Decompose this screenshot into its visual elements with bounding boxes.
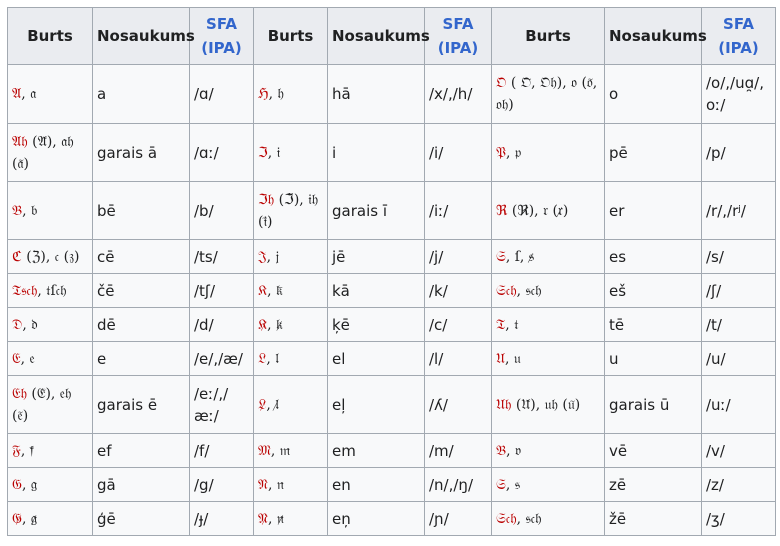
ipa-cell: /f/ bbox=[190, 434, 254, 468]
letter-name-cell: ef bbox=[93, 434, 190, 468]
ipa-cell: /ɑː/ bbox=[190, 124, 254, 182]
fraktur-uppercase: 𝔒 bbox=[496, 75, 507, 91]
letter-name-cell: e bbox=[93, 342, 190, 376]
table-row bbox=[8, 274, 776, 308]
fraktur-variants: , 𝔩 bbox=[266, 350, 279, 367]
fraktur-uppercase: 𝔘𝔥 bbox=[496, 396, 512, 413]
letter-cell bbox=[8, 124, 93, 182]
ipa-cell: /m/ bbox=[425, 434, 492, 468]
ipa-cell: /ts/ bbox=[190, 240, 254, 274]
fraktur-variants: , 𝔣̄ bbox=[20, 442, 34, 459]
ipa-cell: /j/ bbox=[425, 240, 492, 274]
ipa-cell: /i/ bbox=[425, 124, 492, 182]
fraktur-variants: , 𝔢 bbox=[20, 350, 35, 367]
letter-cell bbox=[8, 308, 93, 342]
letter-name-cell: pē bbox=[605, 124, 702, 182]
table-row bbox=[8, 434, 776, 468]
letter-cell bbox=[8, 65, 93, 124]
fraktur-uppercase: 𝔖 bbox=[496, 476, 506, 493]
letter-cell bbox=[8, 342, 93, 376]
ipa-cell: /ʎ/ bbox=[425, 376, 492, 434]
ipa-cell: /k/ bbox=[425, 274, 492, 308]
fraktur-variants: ( 𝔒̃, 𝔒𝔥), 𝔬 (𝔬̃, 𝔬𝔥) bbox=[496, 75, 598, 113]
letter-name-cell: ķē bbox=[328, 308, 425, 342]
letter-name-cell: jē bbox=[328, 240, 425, 274]
ipa-cell: /ɟ/ bbox=[190, 502, 254, 536]
fraktur-uppercase: 𝔖𝔠𝔥 bbox=[496, 282, 517, 299]
letter-name-cell: kā bbox=[328, 274, 425, 308]
ipa-link[interactable]: (IPA) bbox=[201, 39, 242, 57]
letter-cell bbox=[254, 182, 328, 240]
fraktur-uppercase: 𝔇 bbox=[12, 316, 23, 333]
ipa-cell: /c/ bbox=[425, 308, 492, 342]
header-sfa[interactable] bbox=[425, 8, 492, 65]
letter-cell bbox=[254, 376, 328, 434]
fraktur-uppercase: 𝔍 bbox=[258, 248, 267, 265]
letter-cell bbox=[8, 274, 93, 308]
fraktur-uppercase: 𝔎 bbox=[258, 282, 268, 299]
header-nosaukums: Nosaukums bbox=[328, 8, 425, 65]
letter-cell bbox=[492, 376, 605, 434]
fraktur-uppercase: 𝔈 bbox=[12, 350, 21, 367]
letter-cell bbox=[492, 274, 605, 308]
fraktur-uppercase: 𝔊̷ bbox=[12, 510, 22, 527]
letter-name-cell: en bbox=[328, 468, 425, 502]
ipa-link[interactable]: (IPA) bbox=[718, 39, 759, 57]
letter-cell bbox=[8, 468, 93, 502]
letter-name-cell: bē bbox=[93, 182, 190, 240]
header-nosaukums: Nosaukums bbox=[605, 8, 702, 65]
table-row bbox=[8, 342, 776, 376]
letter-cell bbox=[8, 502, 93, 536]
fraktur-uppercase: ℜ bbox=[496, 202, 508, 219]
fraktur-variants: , 𝔤̷ bbox=[21, 510, 38, 527]
table-row bbox=[8, 468, 776, 502]
fraktur-uppercase: 𝔗𝔰𝔠𝔥 bbox=[12, 282, 38, 299]
table-row bbox=[8, 65, 776, 124]
fraktur-uppercase: 𝔉 bbox=[12, 442, 21, 459]
table-body bbox=[8, 65, 776, 536]
fraktur-variants: , 𝔩̷ bbox=[266, 396, 279, 413]
fraktur-uppercase: 𝔖 bbox=[496, 248, 506, 265]
header-burts: Burts bbox=[8, 8, 93, 65]
letter-cell bbox=[254, 468, 328, 502]
table-row bbox=[8, 182, 776, 240]
ipa-cell: /r/,/rʲ/ bbox=[702, 182, 776, 240]
fraktur-variants: , 𝔰 bbox=[505, 476, 520, 493]
ipa-cell: /g/ bbox=[190, 468, 254, 502]
table-row bbox=[8, 124, 776, 182]
table-row bbox=[8, 308, 776, 342]
sfa-link[interactable]: SFA bbox=[442, 15, 474, 33]
letter-name-cell: eņ bbox=[328, 502, 425, 536]
header-nosaukums: Nosaukums bbox=[93, 8, 190, 65]
letter-cell bbox=[492, 502, 605, 536]
fraktur-uppercase: ℑ𝔥 bbox=[258, 191, 275, 208]
fraktur-variants: , 𝔫̷ bbox=[267, 510, 284, 527]
fraktur-variants: , 𝔤 bbox=[21, 476, 38, 493]
fraktur-uppercase: ℌ bbox=[258, 86, 269, 102]
fraktur-variants: (𝔘̃), 𝔲𝔥 (𝔲̃) bbox=[511, 396, 581, 413]
letter-cell bbox=[492, 434, 605, 468]
sfa-link[interactable]: SFA bbox=[723, 15, 754, 33]
ipa-cell: /e/,/æ/ bbox=[190, 342, 254, 376]
letter-name-cell: vē bbox=[605, 434, 702, 468]
fraktur-variants: , 𝔟 bbox=[22, 202, 38, 219]
letter-cell bbox=[8, 434, 93, 468]
fraktur-uppercase: 𝔄 bbox=[12, 86, 22, 102]
letter-name-cell: eļ bbox=[328, 376, 425, 434]
header-burts: Burts bbox=[492, 8, 605, 65]
ipa-cell: /u/ bbox=[702, 342, 776, 376]
letter-cell bbox=[8, 376, 93, 434]
letter-name-cell: cē bbox=[93, 240, 190, 274]
table-row bbox=[8, 502, 776, 536]
header-sfa[interactable] bbox=[702, 8, 776, 65]
fraktur-uppercase: 𝔈𝔥 bbox=[12, 385, 27, 402]
letter-name-cell: zē bbox=[605, 468, 702, 502]
letter-name-cell: es bbox=[605, 240, 702, 274]
fraktur-variants: , 𝔧 bbox=[266, 248, 280, 265]
letter-cell bbox=[8, 182, 93, 240]
letter-name-cell: er bbox=[605, 182, 702, 240]
letter-name-cell: garais ū bbox=[605, 376, 702, 434]
ipa-cell: /tʃ/ bbox=[190, 274, 254, 308]
ipa-cell: /s/ bbox=[702, 240, 776, 274]
ipa-cell: /ɲ/ bbox=[425, 502, 492, 536]
fraktur-variants: , 𝔳 bbox=[506, 442, 522, 459]
fraktur-variants: , 𝔞 bbox=[21, 86, 37, 102]
letter-name-cell: dē bbox=[93, 308, 190, 342]
ipa-link[interactable]: (IPA) bbox=[437, 39, 479, 57]
fraktur-variants: , 𝔭 bbox=[505, 144, 522, 161]
fraktur-variants: (ℑ̃), 𝔦𝔥 (𝔦̃) bbox=[258, 191, 319, 230]
letter-name-cell: hā bbox=[328, 65, 425, 124]
letter-name-cell: čē bbox=[93, 274, 190, 308]
letter-name-cell: o bbox=[605, 65, 702, 124]
fraktur-variants: , 𝔪 bbox=[270, 442, 291, 459]
fraktur-uppercase: 𝔏 bbox=[258, 350, 267, 367]
alphabet-table bbox=[7, 7, 776, 536]
fraktur-uppercase: 𝔊 bbox=[12, 476, 22, 493]
letter-cell bbox=[8, 240, 93, 274]
ipa-cell: /ɑ/ bbox=[190, 65, 254, 124]
letter-cell bbox=[254, 342, 328, 376]
fraktur-variants: , 𝔲 bbox=[505, 350, 521, 367]
ipa-cell: /d/ bbox=[190, 308, 254, 342]
letter-cell bbox=[492, 468, 605, 502]
letter-cell bbox=[254, 502, 328, 536]
ipa-cell: /l/ bbox=[425, 342, 492, 376]
fraktur-variants: (𝔈̃), 𝔢𝔥 (𝔢̃) bbox=[12, 385, 72, 424]
letter-name-cell: garais ī bbox=[328, 182, 425, 240]
letter-cell bbox=[254, 434, 328, 468]
fraktur-variants: , 𝔨̄ bbox=[267, 282, 283, 299]
ipa-cell: /v/ bbox=[702, 434, 776, 468]
sfa-link[interactable]: SFA bbox=[206, 15, 237, 33]
letter-cell bbox=[492, 124, 605, 182]
fraktur-variants: , 𝔰𝔠𝔥 bbox=[516, 282, 542, 299]
fraktur-uppercase: 𝔗 bbox=[496, 316, 506, 333]
letter-cell bbox=[492, 240, 605, 274]
fraktur-uppercase: 𝔑 bbox=[258, 476, 268, 493]
fraktur-variants: (𝔄̃), 𝔞𝔥 (𝔞̃) bbox=[12, 133, 74, 172]
fraktur-variants: (ℜ̷), 𝔯 (𝔯̷) bbox=[507, 202, 569, 219]
header-sfa[interactable] bbox=[190, 8, 254, 65]
letter-name-cell: garais ē bbox=[93, 376, 190, 434]
letter-name-cell: žē bbox=[605, 502, 702, 536]
ipa-cell: /n/,/ŋ/ bbox=[425, 468, 492, 502]
ipa-cell: /p/ bbox=[702, 124, 776, 182]
letter-cell bbox=[492, 342, 605, 376]
header-row bbox=[8, 8, 776, 65]
fraktur-uppercase: 𝔑̷ bbox=[258, 510, 268, 527]
letter-cell bbox=[254, 274, 328, 308]
letter-name-cell: eš bbox=[605, 274, 702, 308]
ipa-cell: /x/,/h/ bbox=[425, 65, 492, 124]
letter-cell bbox=[254, 240, 328, 274]
letter-cell bbox=[254, 308, 328, 342]
ipa-cell: /b/ bbox=[190, 182, 254, 240]
fraktur-uppercase: 𝔎̷ bbox=[258, 316, 268, 333]
ipa-cell: /o/,/uɑ̯/, oː/ bbox=[702, 65, 776, 124]
letter-cell bbox=[254, 65, 328, 124]
table-row bbox=[8, 376, 776, 434]
fraktur-uppercase: 𝔐 bbox=[258, 442, 271, 459]
fraktur-uppercase: ℑ bbox=[258, 144, 268, 161]
alphabet-table-container bbox=[7, 7, 776, 536]
letter-cell bbox=[492, 65, 605, 124]
fraktur-variants: , 𝔫 bbox=[267, 476, 284, 493]
letter-name-cell: a bbox=[93, 65, 190, 124]
letter-name-cell: ģē bbox=[93, 502, 190, 536]
letter-name-cell: gā bbox=[93, 468, 190, 502]
fraktur-uppercase: ℭ bbox=[12, 248, 22, 265]
fraktur-variants: , 𝔰𝔠𝔥 bbox=[516, 510, 542, 527]
fraktur-variants: , ſ, 𝔰̷ bbox=[505, 248, 535, 265]
ipa-cell: /t/ bbox=[702, 308, 776, 342]
letter-name-cell: u bbox=[605, 342, 702, 376]
ipa-cell: /ʒ/ bbox=[702, 502, 776, 536]
ipa-cell: /iː/ bbox=[425, 182, 492, 240]
letter-cell bbox=[254, 124, 328, 182]
letter-cell bbox=[492, 308, 605, 342]
header-burts: Burts bbox=[254, 8, 328, 65]
letter-name-cell: el bbox=[328, 342, 425, 376]
fraktur-variants: , 𝔡 bbox=[22, 316, 38, 333]
letter-name-cell: garais ā bbox=[93, 124, 190, 182]
fraktur-uppercase: 𝔓 bbox=[496, 144, 506, 161]
fraktur-uppercase: 𝔅 bbox=[12, 202, 23, 219]
fraktur-variants: , 𝔦 bbox=[267, 144, 281, 161]
letter-name-cell: i bbox=[328, 124, 425, 182]
letter-cell bbox=[492, 182, 605, 240]
ipa-cell: /ʃ/ bbox=[702, 274, 776, 308]
ipa-cell: /eː/,/æː/ bbox=[190, 376, 254, 434]
fraktur-uppercase: 𝔘 bbox=[496, 350, 506, 367]
fraktur-variants: , 𝔨̷ bbox=[267, 316, 283, 333]
fraktur-variants: , 𝔥 bbox=[268, 86, 284, 102]
letter-name-cell: em bbox=[328, 434, 425, 468]
fraktur-uppercase: 𝔖𝔠𝔥 bbox=[496, 510, 517, 527]
fraktur-variants: (ℨ), 𝔠 (𝔷) bbox=[21, 248, 80, 265]
ipa-cell: /z/ bbox=[702, 468, 776, 502]
fraktur-uppercase: 𝔏̷ bbox=[258, 396, 267, 413]
fraktur-uppercase: 𝔄𝔥 bbox=[12, 133, 28, 150]
ipa-cell: /uː/ bbox=[702, 376, 776, 434]
letter-name-cell: tē bbox=[605, 308, 702, 342]
fraktur-variants: , 𝔱 bbox=[505, 316, 519, 333]
fraktur-variants: , 𝔱ſ𝔠𝔥 bbox=[37, 282, 67, 299]
table-row bbox=[8, 240, 776, 274]
fraktur-uppercase: 𝔅 bbox=[496, 442, 507, 459]
